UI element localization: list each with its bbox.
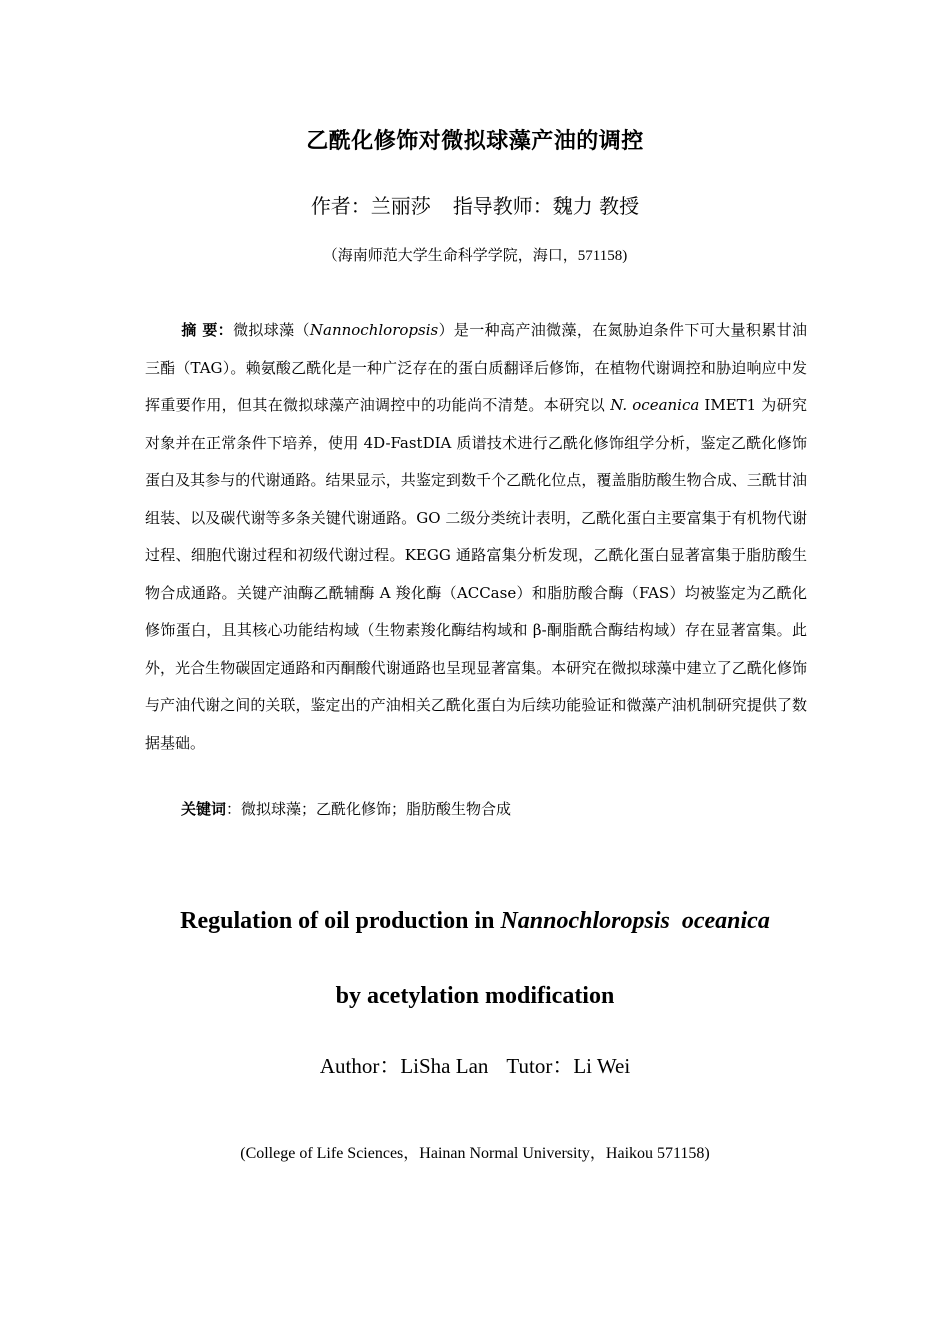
abstract-text-3: IMET1 为研究对象并在正常条件下培养，使用 4D-FastDIA 质谱技术进行乙酰化修饰组学分析，鉴定乙酰化修饰蛋白及其参与的代谢通路。结果显示，共鉴定到数千个乙酰化位点，覆盖脂肪酸生物合成、三酰甘油组装、以及碳代谢等多条关键代谢通路。GO 二级分类统计表明，乙酰化蛋白主要富集于有机物代谢过程、细胞代谢过程和初级代谢过程。KEGG 通路富集分析发现，乙酰化蛋白显著富集于脂肪酸生物合成通路。关键产油酶乙酰辅酶 A 羧化酶（ACCase）和脂肪酸合酶（FAS）均被鉴定为乙酰化修饰蛋白，且其核心功能结构域（生物素羧化酶结构域和 β-酮脂酰合酶结构域）存在显著富集。此外，光合生物碳固定通路和丙酮酸代谢通路也呈现显著富集。本研究在微拟球藻中建立了乙酰化修饰与产油代谢之间的关联，鉴定出的产油相关乙酰化蛋白为后续功能验证和微藻产油机制研究提供了数据基础。 bbox=[145, 396, 807, 752]
chinese-advisor: 指导教师：魏力 教授 bbox=[452, 194, 640, 218]
abstract-genus: Nannochloropsis bbox=[309, 321, 439, 339]
chinese-affiliation: （海南师范大学生命科学学院，海口，571158) bbox=[322, 248, 628, 264]
english-title-species: oceanica bbox=[681, 908, 770, 934]
english-title-prefix: Regulation of oil production in bbox=[180, 908, 501, 934]
abstract-text-1: 微拟球藻（ bbox=[233, 321, 310, 339]
abstract-species: N. oceanica bbox=[610, 396, 700, 414]
english-title-genus: Nannochloropsis bbox=[500, 908, 670, 934]
english-affiliation: (College of Life Sciences，Hainan Normal University，Haikou 571158) bbox=[240, 1145, 710, 1162]
keywords-label: 关键词 bbox=[181, 800, 227, 818]
abstract-text-2: ）是一种高产油微藻，在氮胁迫条件下可大量积累甘油三酯（TAG）。赖氨酸乙酰化是一种广泛存在的蛋白质翻译后修饰，在植物代谢调控和胁迫响应中发挥重要作用，但其在微拟球藻产油调控中的功能尚不清楚。本研究以 bbox=[145, 321, 807, 414]
english-title-line-1 bbox=[0, 908, 950, 935]
chinese-author-line bbox=[0, 190, 950, 219]
english-title-line-2: by acetylation modification bbox=[335, 983, 615, 1009]
english-author: Author：LiSha Lan bbox=[319, 1054, 489, 1078]
chinese-title: 乙酰化修饰对微拟球藻产油的调控 bbox=[306, 129, 644, 154]
english-tutor: Tutor：Li Wei bbox=[506, 1054, 631, 1078]
chinese-keywords bbox=[181, 796, 807, 822]
chinese-author: 作者：兰丽莎 bbox=[310, 194, 431, 218]
keywords-text: ：微拟球藻；乙酰化修饰；脂肪酸生物合成 bbox=[226, 800, 512, 818]
abstract-label: 摘 要： bbox=[181, 321, 234, 339]
english-author-line bbox=[0, 1050, 950, 1080]
chinese-abstract bbox=[145, 312, 807, 762]
